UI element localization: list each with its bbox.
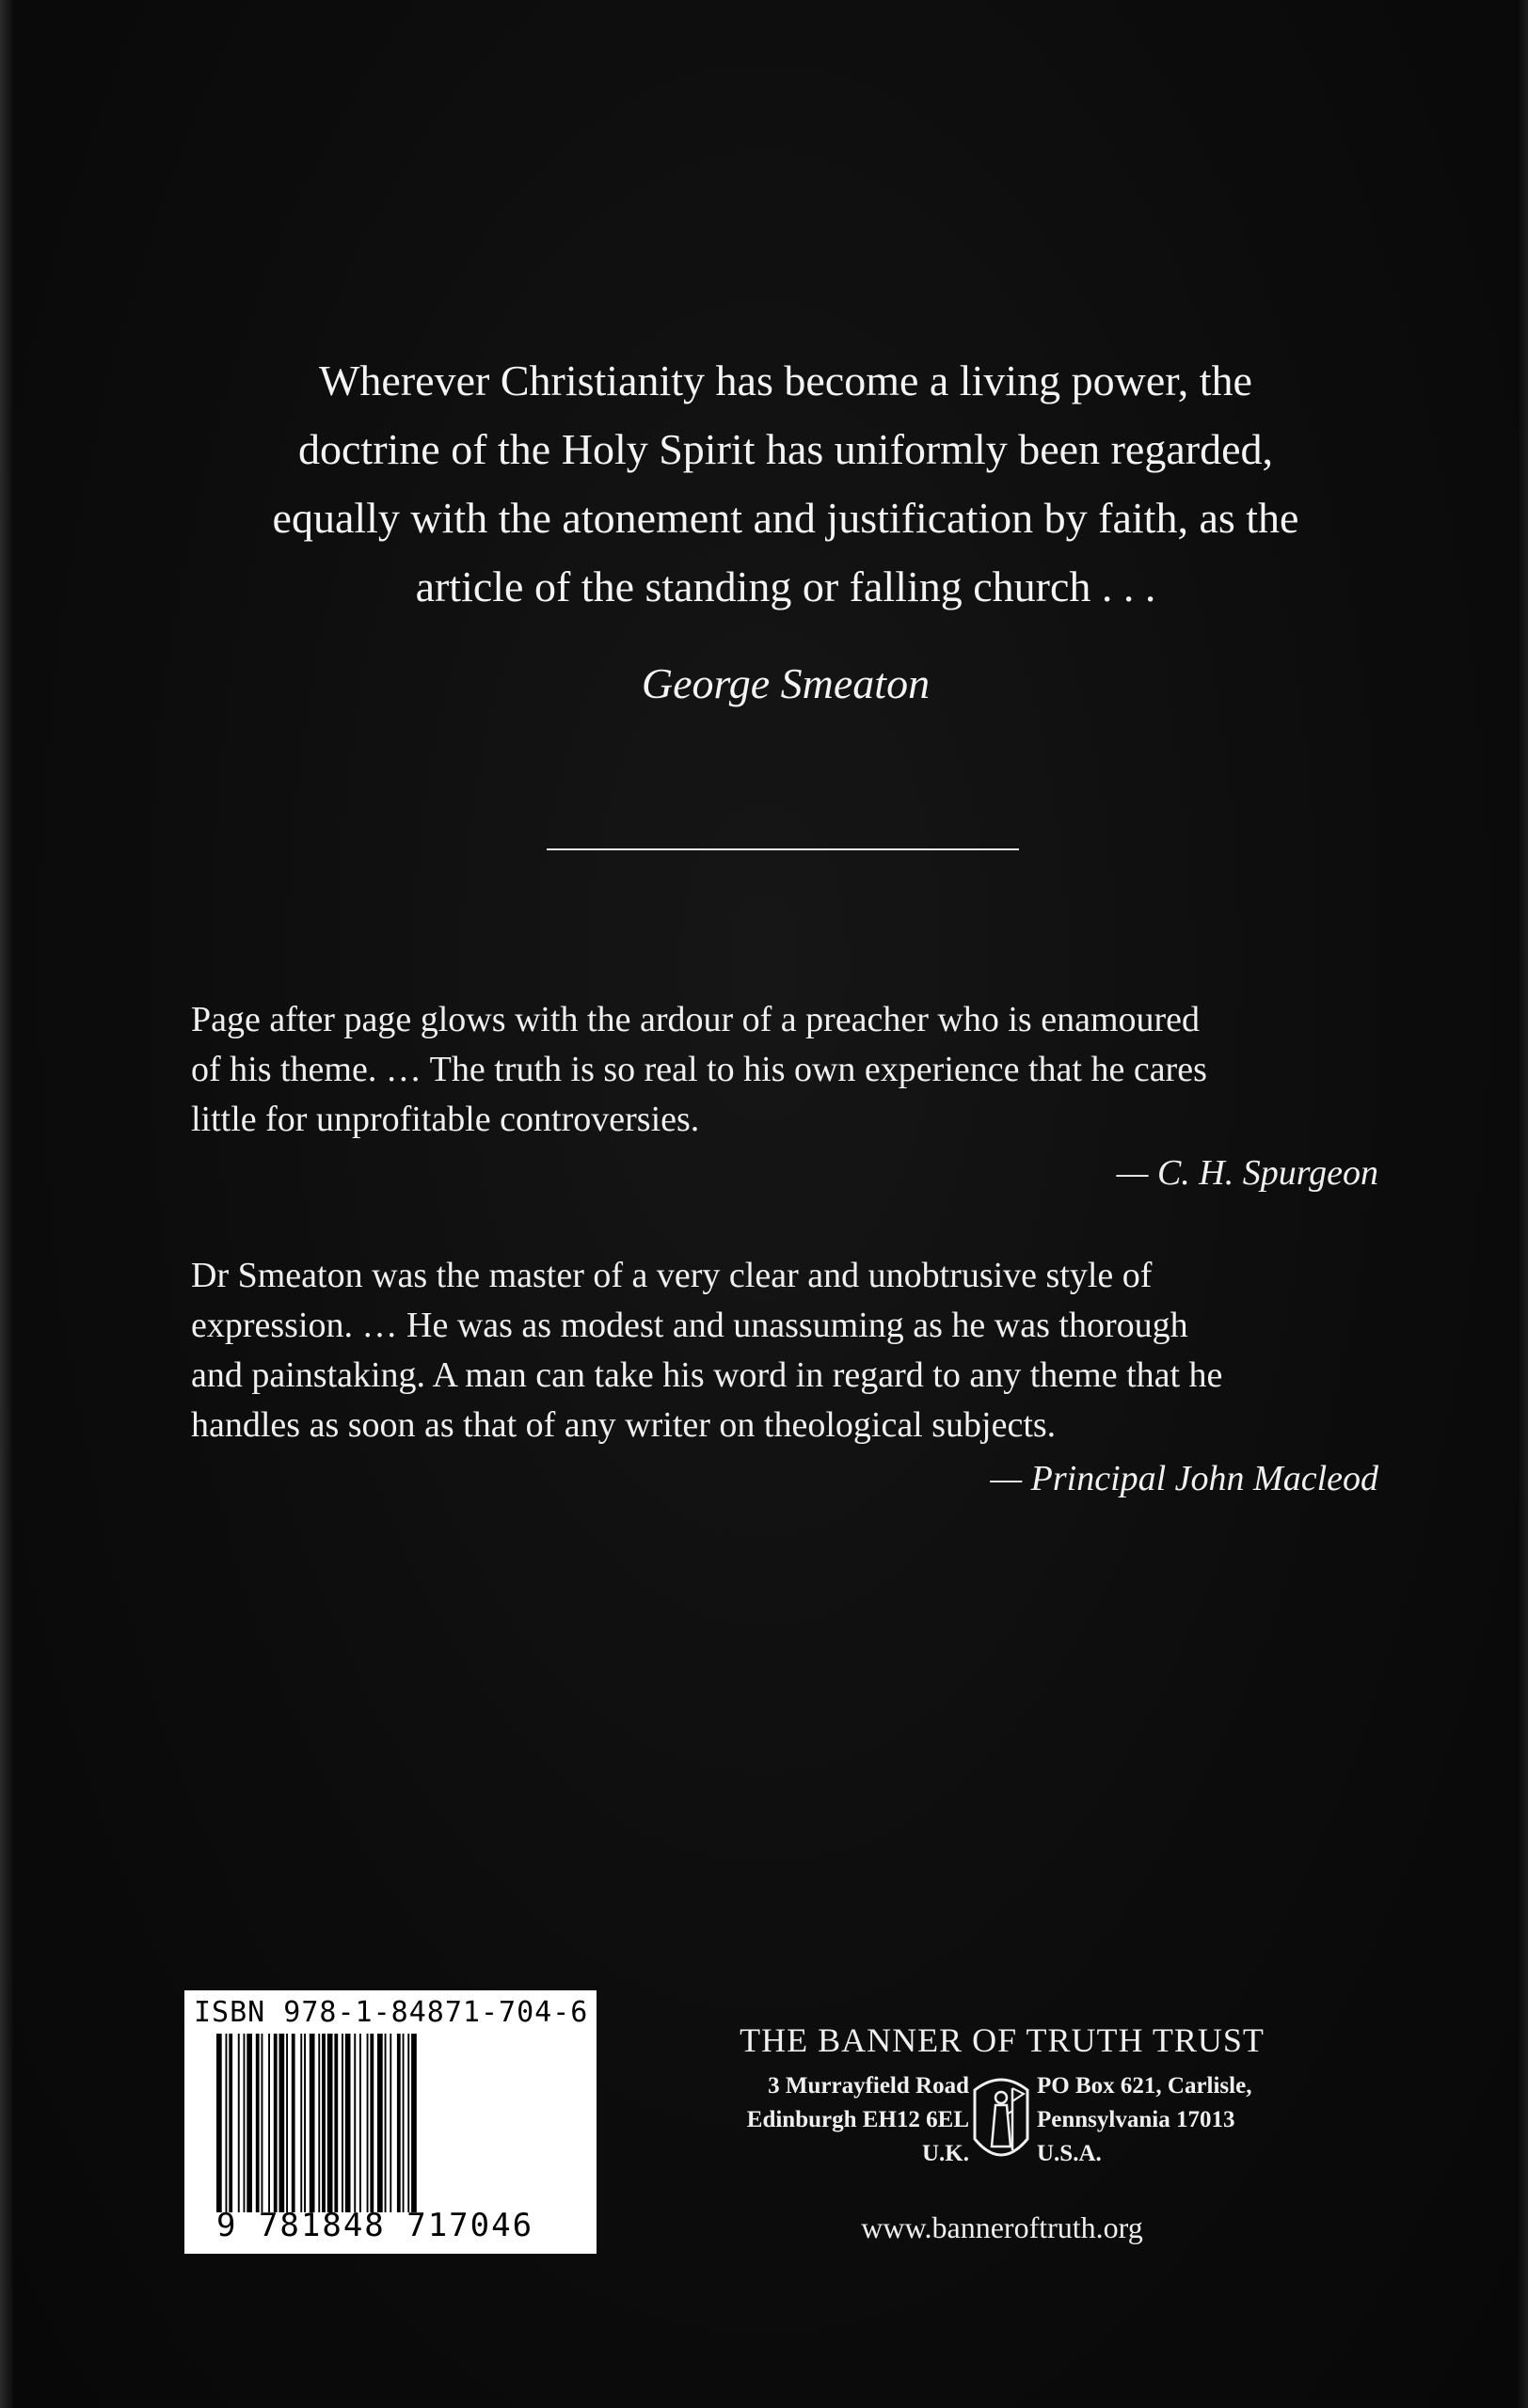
address-line: Edinburgh EH12 6EL: [746, 2107, 969, 2132]
barcode-bar: [268, 2034, 270, 2212]
address-line: 3 Murrayfield Road: [768, 2073, 969, 2099]
barcode-bar: [345, 2034, 351, 2212]
review-line: of his theme. … The truth is so real to his own experience that he cares: [191, 1050, 1207, 1089]
barcode-bar: [377, 2034, 383, 2212]
main-quote-line: doctrine of the Holy Spirit has uniformly been regarded,: [298, 425, 1273, 473]
barcode-bar: [229, 2034, 232, 2212]
barcode-bar: [322, 2034, 326, 2212]
barcode-bar: [226, 2034, 228, 2212]
ean-digits: 9 781848 717046: [216, 2207, 534, 2244]
barcode-bars: [216, 2034, 574, 2212]
address-line: Pennsylvania 17013: [1037, 2107, 1235, 2132]
barcode-bar: [370, 2034, 374, 2212]
barcode-bar: [354, 2034, 356, 2212]
review-line: and painstaking. A man can take his word in regard to any theme that he: [191, 1355, 1223, 1395]
barcode-bar: [304, 2034, 306, 2212]
review-attribution: — C. H. Spurgeon: [1116, 1153, 1378, 1193]
publisher-block: [715, 2020, 1289, 2244]
review-line: Dr Smeaton was the master of a very clear and unobtrusive style of: [191, 1256, 1153, 1295]
barcode-bar: [385, 2034, 387, 2212]
barcode-bar: [407, 2034, 409, 2212]
main-quote-author: George Smeaton: [641, 659, 931, 707]
review-spurgeon: [191, 995, 1378, 1198]
barcode-bar: [262, 2034, 263, 2212]
barcode-bar: [310, 2034, 315, 2212]
address-line: U.K.: [922, 2141, 969, 2166]
review-line: expression. … He was as modest and unassuming as he was thorough: [191, 1306, 1188, 1345]
barcode-bar: [274, 2034, 278, 2212]
barcode-bar: [390, 2034, 391, 2212]
address-line: U.S.A.: [1037, 2141, 1102, 2166]
barcode-bar: [403, 2034, 405, 2212]
address-line: PO Box 621, Carlisle,: [1037, 2073, 1252, 2099]
review-line: little for unprofitable controversies.: [191, 1100, 700, 1139]
cover-edge-right: [1519, 0, 1528, 2408]
publisher-addresses: [715, 2069, 1289, 2244]
barcode-bar: [334, 2034, 338, 2212]
review-attribution: — Principal John Macleod: [990, 1459, 1378, 1498]
barcode-bar: [292, 2034, 295, 2212]
banner-figure-emblem-icon: [971, 2073, 1031, 2167]
barcode-bar: [397, 2034, 401, 2212]
cover-edge-left: [0, 0, 13, 2408]
barcode-bar: [238, 2034, 240, 2212]
main-quote: [179, 346, 1393, 621]
isbn-label: ISBN 978-1-84871-704-6: [194, 1996, 589, 2029]
publisher-url: www.banneroftruth.org: [861, 2210, 1143, 2244]
main-quote-line: equally with the atonement and justification by faith, as the: [272, 494, 1299, 542]
review-line: Page after page glows with the ardour of a preacher who is enamoured: [191, 1000, 1201, 1039]
barcode-bar: [367, 2034, 369, 2212]
barcode-bar: [216, 2034, 222, 2212]
isbn-barcode: [184, 1990, 597, 2254]
main-quote-line: Wherever Christianity has become a living power, the: [319, 356, 1252, 404]
barcode-bar: [244, 2034, 246, 2212]
barcode-bar: [286, 2034, 288, 2212]
barcode-bar: [247, 2034, 252, 2212]
barcode-bar: [342, 2034, 343, 2212]
barcode-bar: [256, 2034, 260, 2212]
barcode-bar: [300, 2034, 302, 2212]
divider-rule: [547, 848, 1019, 850]
publisher-name: THE BANNER OF TRUTH TRUST: [740, 2021, 1265, 2059]
barcode-bar: [279, 2034, 285, 2212]
address-us: [1037, 2069, 1251, 2171]
barcode-bar: [327, 2034, 333, 2212]
main-quote-line: article of the standing or falling church . . .: [415, 562, 1156, 610]
barcode-bar: [411, 2034, 417, 2212]
barcode-bar: [359, 2034, 361, 2212]
address-uk: [747, 2069, 969, 2171]
review-line: handles as soon as that of any writer on theological subjects.: [191, 1405, 1057, 1445]
barcode-bar: [318, 2034, 320, 2212]
review-macleod: [191, 1251, 1378, 1504]
